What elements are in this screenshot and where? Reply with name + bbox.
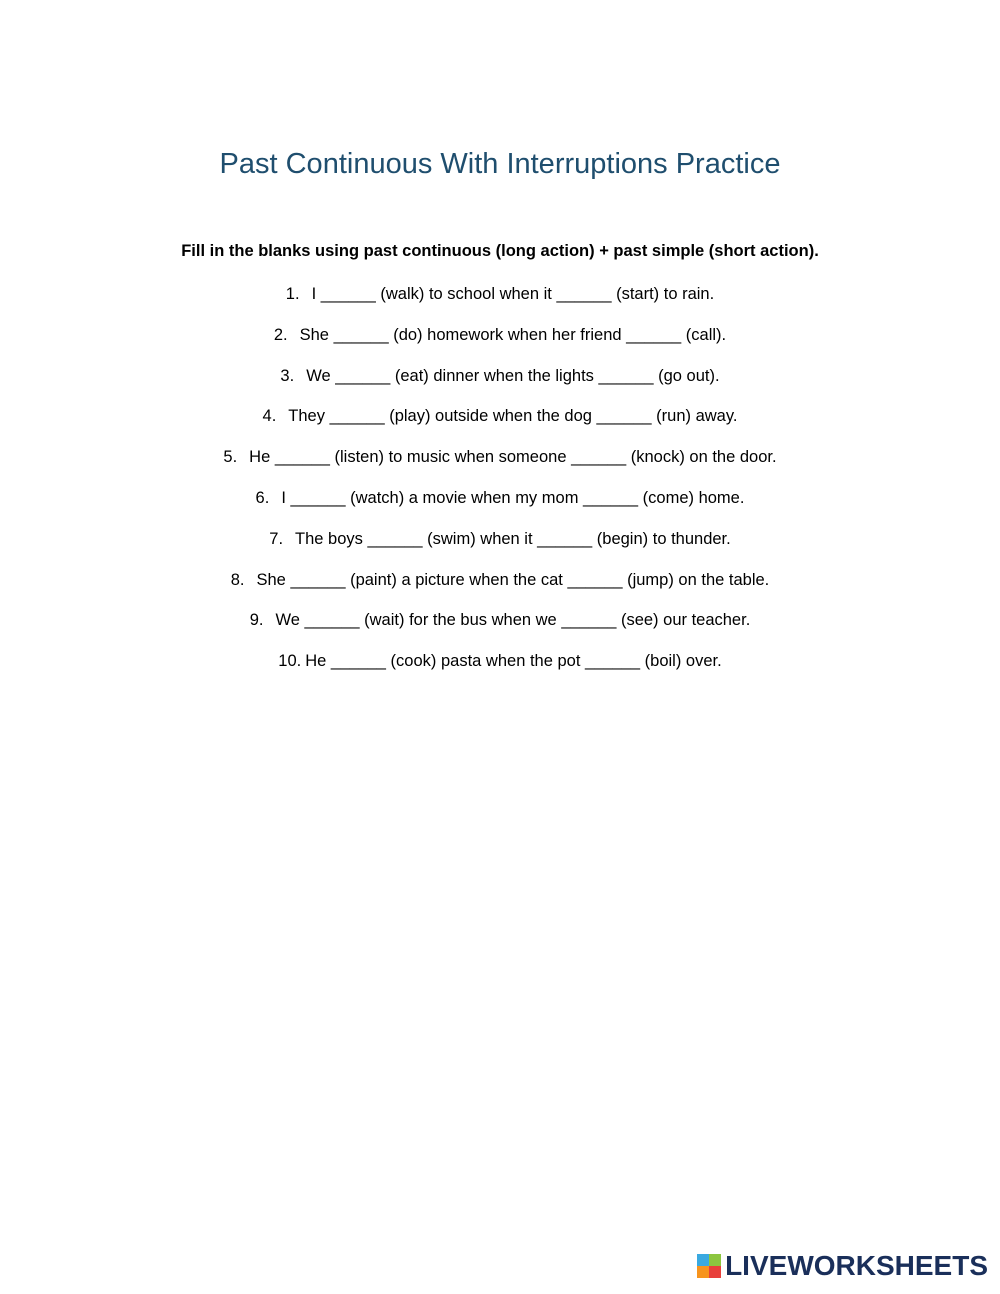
exercise-list: [0, 284, 1000, 692]
logo-square-red: [709, 1266, 721, 1278]
liveworksheets-logo-icon: [697, 1254, 721, 1278]
exercise-item-5: [0, 447, 1000, 488]
item-number: 4.: [262, 407, 277, 426]
item-number: 5.: [223, 448, 238, 467]
exercise-item-4: [0, 406, 1000, 447]
item-number: 8.: [230, 570, 245, 589]
item-text: He ______ (listen) to music when someone ______ (knock) on the door.: [249, 448, 777, 467]
logo-square-orange: [697, 1266, 709, 1278]
item-text: The boys ______ (swim) when it ______ (begin) to thunder.: [295, 529, 731, 548]
exercise-item-7: [0, 529, 1000, 570]
instructions: Fill in the blanks using past continuous (long action) + past simple (short action).: [181, 242, 819, 260]
item-text: I ______ (walk) to school when it ______ (start) to rain.: [311, 285, 715, 303]
exercise-item-6: [0, 488, 1000, 529]
item-number: 2.: [273, 325, 288, 344]
liveworksheets-logo: [697, 1250, 988, 1282]
exercise-item-3: [0, 366, 1000, 407]
item-number: 7.: [269, 529, 284, 548]
exercise-item-1: [0, 284, 1000, 325]
item-text: We ______ (wait) for the bus when we ______ (see) our teacher.: [275, 611, 751, 630]
logo-square-blue: [697, 1254, 709, 1266]
exercise-item-10: [0, 651, 1000, 692]
item-number: 3.: [280, 366, 295, 385]
exercise-item-8: [0, 570, 1000, 611]
item-text: They ______ (play) outside when the dog ______ (run) away.: [288, 407, 738, 426]
logo-text: LIVEWORKSHEETS: [725, 1250, 988, 1281]
item-text: She ______ (paint) a picture when the cat ______ (jump) on the table.: [256, 570, 770, 589]
logo-square-green: [709, 1254, 721, 1266]
item-text: She ______ (do) homework when her friend ______ (call).: [299, 325, 727, 344]
item-number: 1.: [285, 285, 300, 303]
item-text: I ______ (watch) a movie when my mom ______ (come) home.: [281, 488, 745, 507]
exercise-item-2: [0, 325, 1000, 366]
item-number: 9.: [249, 611, 264, 630]
exercise-item-9: [0, 610, 1000, 651]
item-number: 10.: [278, 652, 302, 671]
item-number: 6.: [255, 488, 270, 507]
page-title: Past Continuous With Interruptions Practice: [219, 148, 781, 180]
item-text: We ______ (eat) dinner when the lights ______ (go out).: [306, 366, 720, 385]
item-text: He ______ (cook) pasta when the pot ______ (boil) over.: [305, 652, 722, 671]
